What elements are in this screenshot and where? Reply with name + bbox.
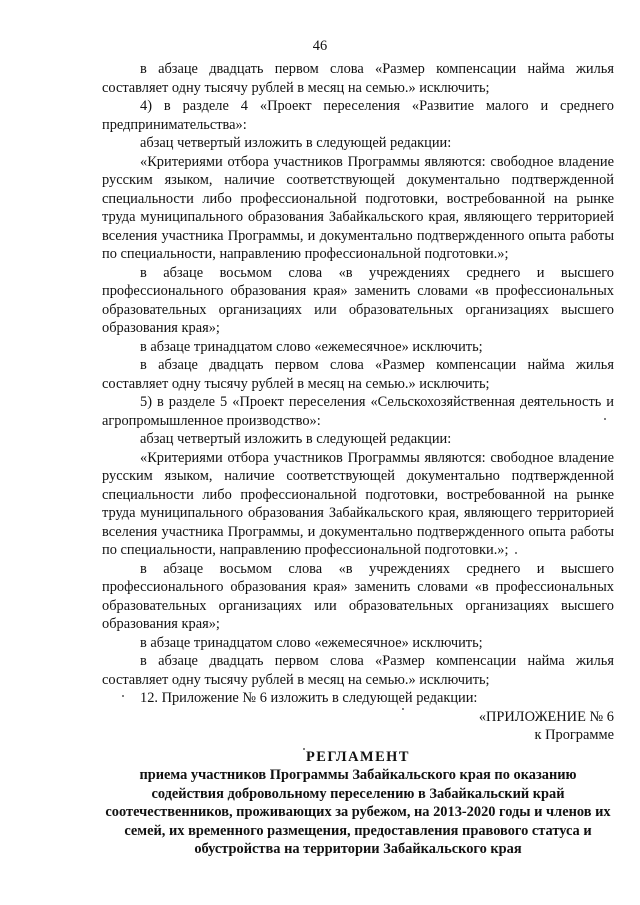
paragraph: в абзаце двадцать первом слова «Размер компенсации найма жилья составляет одну тысячу рублей в месяц на семью.» исключить;: [102, 61, 614, 96]
appendix-reference: к Программе: [534, 727, 614, 743]
paragraph: в абзаце двадцать первом слова «Размер компенсации найма жилья составляет одну тысячу рублей в месяц на семью.» исключить;: [102, 653, 614, 688]
reglament-title: РЕГЛАМЕНТ: [306, 748, 410, 765]
paragraph: в абзаце тринадцатом слово «ежемесячное» исключить;: [140, 634, 483, 651]
paragraph: «Критериями отбора участников Программы являются: свободное владение русским языком, наличие соответствующей документально подтвержденной специальности либо профессиональной подготовки, востребованной на рынке труда муниципального образования Забайкальского края, являющего территорией вселения участника Программы, и документально подтвержденного опыта работы по специальности, направлению профессиональной подготовки.»;: [102, 153, 614, 262]
paragraph: абзац четвертый изложить в следующей редакции:: [140, 431, 452, 447]
paragraph: в абзаце восьмом слова «в учреждениях среднего и высшего профессионального образования края» заменить словами «в профессиональных образовательных организациях или образовательных организациях высшего образования края»;: [102, 560, 614, 632]
paragraph: 4) в разделе 4 «Проект переселения «Развитие малого и среднего предпринимательства»:: [102, 98, 614, 133]
paragraph: в абзаце восьмом слова «в учреждениях среднего и высшего профессионального образования края» заменить словами «в профессиональных образовательных организациях или образовательных организациях высшего образования края»;: [102, 264, 614, 336]
scan-speck: [515, 552, 517, 554]
appendix-label: «ПРИЛОЖЕНИЕ № 6: [478, 708, 614, 725]
paragraph: 12. Приложение № 6 изложить в следующей редакции:: [140, 690, 478, 706]
paragraph: в абзаце тринадцатом слово «ежемесячное» исключить;: [140, 338, 483, 355]
scan-speck: [604, 418, 606, 420]
scan-speck: [303, 748, 305, 750]
paragraph: абзац четвертый изложить в следующей редакции:: [140, 135, 452, 151]
reglament-subtitle: приема участников Программы Забайкальского края по оказанию содействия добровольному переселению в Забайкальский край соотечественников, проживающих за рубежом, на 2013-2020 годы и членов их семей, их временного размещения, предоставления правового статуса и обустройства на территории Забайкальского края: [105, 767, 611, 857]
page-number: 46: [312, 38, 328, 54]
paragraph: «Критериями отбора участников Программы являются: свободное владение русским языком, наличие соответствующей документально подтвержденной специальности либо профессиональной подготовки, востребованной на рынке труда муниципального образования Забайкальского края, являющего территорией вселения участника Программы, и документально подтвержденного опыта работы по специальности, направлению профессиональной подготовки.»;: [102, 449, 614, 558]
scan-speck: [122, 695, 124, 697]
scan-speck: [402, 708, 404, 710]
paragraph: в абзаце двадцать первом слова «Размер компенсации найма жилья составляет одну тысячу рублей в месяц на семью.» исключить;: [102, 357, 614, 392]
document-body: [102, 60, 614, 859]
paragraph: 5) в разделе 5 «Проект переселения «Сельскохозяйственная деятельность и агропромышленное производство»:: [102, 394, 614, 429]
